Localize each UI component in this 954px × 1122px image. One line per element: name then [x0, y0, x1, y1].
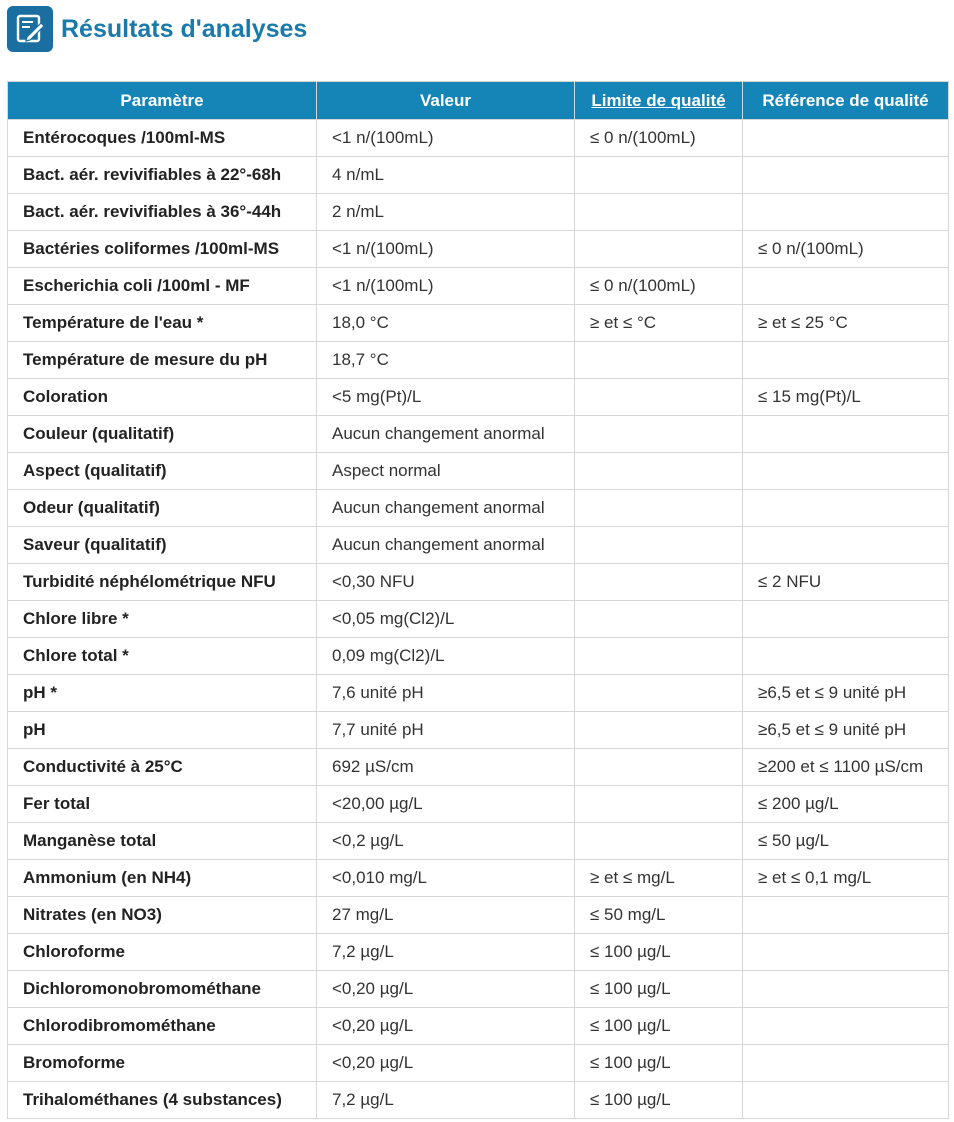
- cell-limite: ≤ 100 µg/L: [575, 971, 743, 1008]
- cell-reference: [743, 638, 949, 675]
- cell-reference: ≥ et ≤ 25 °C: [743, 305, 949, 342]
- cell-parametre: Ammonium (en NH4): [8, 860, 317, 897]
- cell-parametre: Chlorodibromométhane: [8, 1008, 317, 1045]
- cell-limite: [575, 527, 743, 564]
- cell-limite: [575, 379, 743, 416]
- table-row: [8, 490, 949, 527]
- table-row: [8, 712, 949, 749]
- cell-limite: [575, 601, 743, 638]
- table-row: [8, 305, 949, 342]
- cell-valeur: 7,2 µg/L: [317, 1082, 575, 1119]
- column-header-parametre: Paramètre: [8, 82, 317, 120]
- cell-limite: [575, 157, 743, 194]
- cell-valeur: <1 n/(100mL): [317, 231, 575, 268]
- cell-parametre: Fer total: [8, 786, 317, 823]
- cell-limite: ≤ 100 µg/L: [575, 1045, 743, 1082]
- table-row: [8, 823, 949, 860]
- cell-parametre: pH: [8, 712, 317, 749]
- cell-limite: [575, 564, 743, 601]
- cell-reference: ≤ 200 µg/L: [743, 786, 949, 823]
- cell-limite: [575, 712, 743, 749]
- cell-valeur: 2 n/mL: [317, 194, 575, 231]
- cell-valeur: Aspect normal: [317, 453, 575, 490]
- cell-parametre: Turbidité néphélométrique NFU: [8, 564, 317, 601]
- cell-limite: ≤ 100 µg/L: [575, 1082, 743, 1119]
- cell-parametre: Saveur (qualitatif): [8, 527, 317, 564]
- cell-parametre: Température de l'eau *: [8, 305, 317, 342]
- table-row: [8, 934, 949, 971]
- cell-limite: [575, 453, 743, 490]
- cell-parametre: Aspect (qualitatif): [8, 453, 317, 490]
- cell-valeur: 692 µS/cm: [317, 749, 575, 786]
- cell-parametre: Température de mesure du pH: [8, 342, 317, 379]
- cell-parametre: Couleur (qualitatif): [8, 416, 317, 453]
- table-row: [8, 157, 949, 194]
- cell-limite: [575, 786, 743, 823]
- cell-parametre: Odeur (qualitatif): [8, 490, 317, 527]
- cell-parametre: Bact. aér. revivifiables à 22°-68h: [8, 157, 317, 194]
- table-row: [8, 527, 949, 564]
- cell-reference: [743, 120, 949, 157]
- cell-reference: [743, 268, 949, 305]
- cell-limite: [575, 416, 743, 453]
- cell-limite: ≤ 100 µg/L: [575, 934, 743, 971]
- table-row: [8, 342, 949, 379]
- table-header-row: [8, 82, 949, 120]
- cell-reference: [743, 416, 949, 453]
- cell-reference: [743, 601, 949, 638]
- cell-reference: ≥ et ≤ 0,1 mg/L: [743, 860, 949, 897]
- table-row: [8, 971, 949, 1008]
- cell-parametre: Nitrates (en NO3): [8, 897, 317, 934]
- page-header: [7, 6, 307, 52]
- cell-valeur: <20,00 µg/L: [317, 786, 575, 823]
- cell-valeur: 4 n/mL: [317, 157, 575, 194]
- cell-limite: ≤ 50 mg/L: [575, 897, 743, 934]
- column-header-reference-qualite: Référence de qualité: [743, 82, 949, 120]
- cell-parametre: Trihalométhanes (4 substances): [8, 1082, 317, 1119]
- table-row: [8, 416, 949, 453]
- cell-reference: ≤ 2 NFU: [743, 564, 949, 601]
- cell-parametre: Bact. aér. revivifiables à 36°-44h: [8, 194, 317, 231]
- cell-valeur: Aucun changement anormal: [317, 527, 575, 564]
- cell-reference: [743, 897, 949, 934]
- cell-reference: [743, 934, 949, 971]
- cell-valeur: <0,010 mg/L: [317, 860, 575, 897]
- table-row: [8, 379, 949, 416]
- cell-reference: ≥6,5 et ≤ 9 unité pH: [743, 675, 949, 712]
- table-row: [8, 194, 949, 231]
- table-row: [8, 749, 949, 786]
- cell-reference: [743, 1008, 949, 1045]
- cell-reference: [743, 157, 949, 194]
- table-row: [8, 601, 949, 638]
- table-row: [8, 638, 949, 675]
- table-row: [8, 120, 949, 157]
- cell-valeur: 7,2 µg/L: [317, 934, 575, 971]
- cell-valeur: <5 mg(Pt)/L: [317, 379, 575, 416]
- cell-parametre: Coloration: [8, 379, 317, 416]
- cell-reference: [743, 453, 949, 490]
- cell-parametre: Chlore total *: [8, 638, 317, 675]
- cell-parametre: Bactéries coliformes /100ml-MS: [8, 231, 317, 268]
- cell-reference: [743, 1082, 949, 1119]
- column-header-limite-qualite-link[interactable]: Limite de qualité: [575, 82, 743, 120]
- table-row: [8, 453, 949, 490]
- cell-parametre: Escherichia coli /100ml - MF: [8, 268, 317, 305]
- cell-valeur: 18,7 °C: [317, 342, 575, 379]
- edit-document-icon: [7, 6, 53, 52]
- cell-reference: [743, 490, 949, 527]
- cell-parametre: Manganèse total: [8, 823, 317, 860]
- table-row: [8, 1045, 949, 1082]
- cell-valeur: 18,0 °C: [317, 305, 575, 342]
- table-row: [8, 786, 949, 823]
- cell-parametre: Conductivité à 25°C: [8, 749, 317, 786]
- cell-reference: [743, 1045, 949, 1082]
- cell-reference: ≥6,5 et ≤ 9 unité pH: [743, 712, 949, 749]
- cell-parametre: Dichloromonobromométhane: [8, 971, 317, 1008]
- cell-limite: [575, 342, 743, 379]
- cell-valeur: <1 n/(100mL): [317, 120, 575, 157]
- cell-reference: [743, 342, 949, 379]
- cell-limite: [575, 231, 743, 268]
- cell-reference: ≤ 15 mg(Pt)/L: [743, 379, 949, 416]
- table-body: [8, 120, 949, 1119]
- cell-limite: [575, 823, 743, 860]
- cell-parametre: Entérocoques /100ml-MS: [8, 120, 317, 157]
- cell-valeur: <0,20 µg/L: [317, 1008, 575, 1045]
- cell-valeur: <0,05 mg(Cl2)/L: [317, 601, 575, 638]
- cell-limite: [575, 638, 743, 675]
- cell-limite: ≥ et ≤ °C: [575, 305, 743, 342]
- table-row: [8, 897, 949, 934]
- cell-parametre: Chloroforme: [8, 934, 317, 971]
- cell-limite: [575, 194, 743, 231]
- cell-valeur: Aucun changement anormal: [317, 490, 575, 527]
- column-header-valeur: Valeur: [317, 82, 575, 120]
- cell-limite: [575, 490, 743, 527]
- cell-limite: ≥ et ≤ mg/L: [575, 860, 743, 897]
- cell-reference: ≤ 50 µg/L: [743, 823, 949, 860]
- table-row: [8, 268, 949, 305]
- table-row: [8, 675, 949, 712]
- cell-valeur: <0,20 µg/L: [317, 971, 575, 1008]
- cell-reference: ≥200 et ≤ 1100 µS/cm: [743, 749, 949, 786]
- cell-reference: [743, 971, 949, 1008]
- table-row: [8, 564, 949, 601]
- cell-parametre: Bromoforme: [8, 1045, 317, 1082]
- cell-parametre: pH *: [8, 675, 317, 712]
- table-row: [8, 860, 949, 897]
- cell-valeur: 27 mg/L: [317, 897, 575, 934]
- cell-reference: [743, 527, 949, 564]
- cell-reference: ≤ 0 n/(100mL): [743, 231, 949, 268]
- cell-valeur: <0,20 µg/L: [317, 1045, 575, 1082]
- cell-valeur: 7,7 unité pH: [317, 712, 575, 749]
- cell-parametre: Chlore libre *: [8, 601, 317, 638]
- cell-limite: ≤ 0 n/(100mL): [575, 120, 743, 157]
- cell-valeur: <0,2 µg/L: [317, 823, 575, 860]
- cell-valeur: <1 n/(100mL): [317, 268, 575, 305]
- cell-valeur: 0,09 mg(Cl2)/L: [317, 638, 575, 675]
- cell-valeur: <0,30 NFU: [317, 564, 575, 601]
- cell-limite: [575, 749, 743, 786]
- cell-limite: ≤ 0 n/(100mL): [575, 268, 743, 305]
- page-title: Résultats d'analyses: [61, 14, 308, 43]
- cell-valeur: Aucun changement anormal: [317, 416, 575, 453]
- table-row: [8, 1008, 949, 1045]
- results-table: [7, 81, 949, 1119]
- cell-valeur: 7,6 unité pH: [317, 675, 575, 712]
- table-row: [8, 231, 949, 268]
- table-row: [8, 1082, 949, 1119]
- cell-limite: ≤ 100 µg/L: [575, 1008, 743, 1045]
- cell-reference: [743, 194, 949, 231]
- cell-limite: [575, 675, 743, 712]
